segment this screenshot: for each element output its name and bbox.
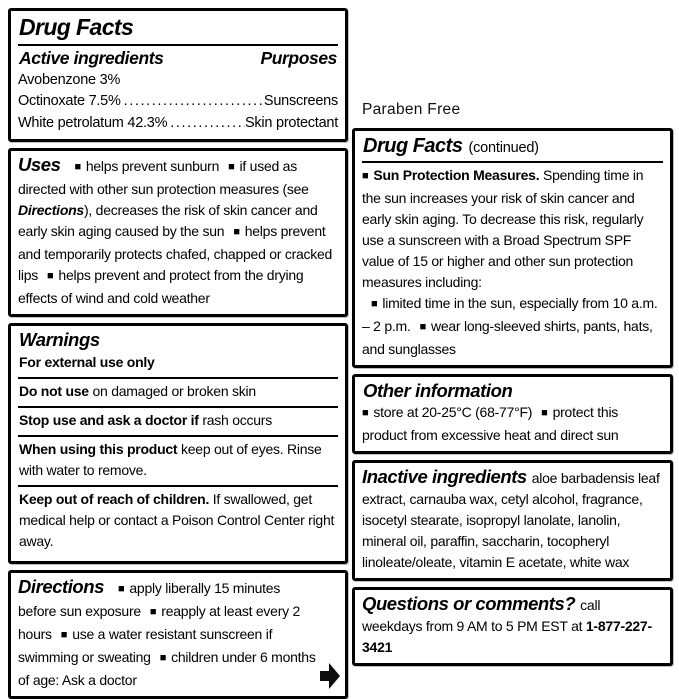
inactive-ingredients-paragraph xyxy=(362,466,663,573)
panel-directions xyxy=(8,570,348,699)
directions-paragraph xyxy=(18,576,319,691)
warning-text xyxy=(19,410,337,431)
sun-protection-paragraph xyxy=(362,165,663,360)
text-segment: if used as directed with other sun protection measures (see xyxy=(18,158,309,198)
ingredient-name: White petrolatum 42.3% xyxy=(18,114,168,131)
text-segment: helps prevent and protect from the drying effects of wind and cold weather xyxy=(18,267,304,307)
text-segment: Directions xyxy=(18,202,84,219)
continue-arrow-icon xyxy=(320,661,341,691)
panel-warnings xyxy=(8,323,348,563)
text-segment: on damaged or broken skin xyxy=(88,382,256,399)
text-segment: If swallowed, get medical help or contact a Poison Control Center right away. xyxy=(19,490,335,549)
text-segment: Spending time in the sun increases your risk of skin cancer and early skin aging. To decrease this risk, regularly use a sunscreen with a Broad Spectrum SPF value of 15 or higher and other sun protection measures including: xyxy=(362,167,644,290)
text-segment: keep out of eyes. Rinse with water to remove. xyxy=(19,440,322,478)
square-bullet-icon: ■ xyxy=(419,321,426,333)
ingredient-name: Avobenzone 3% xyxy=(18,71,121,88)
warning-text xyxy=(19,381,337,402)
square-bullet-icon: ■ xyxy=(60,628,68,641)
square-bullet-icon: ■ xyxy=(362,170,369,182)
ingredient-row xyxy=(18,113,338,135)
panel-drug-facts-continued xyxy=(352,128,673,368)
active-ingredients-header: Active ingredients xyxy=(19,47,164,68)
ingredients-header-row xyxy=(19,48,337,69)
text-segment: Uses xyxy=(18,154,61,176)
square-bullet-icon: ■ xyxy=(74,161,81,174)
other-information-paragraph xyxy=(362,402,663,446)
square-bullet-icon: ■ xyxy=(228,161,235,174)
text-segment: ), decreases the risk of skin cancer and early skin aging caused by the sun xyxy=(18,202,318,240)
warnings-heading: Warnings xyxy=(19,329,100,351)
other-information-heading: Other information xyxy=(363,380,513,401)
continued-heading xyxy=(363,135,663,158)
drug-facts-continued-title: Drug Facts xyxy=(363,135,463,157)
square-bullet-icon: ■ xyxy=(117,582,125,595)
dotted-leader xyxy=(167,113,245,135)
ingredient-row xyxy=(18,70,338,92)
panel-active-ingredients xyxy=(8,8,348,142)
warning-text xyxy=(19,489,337,552)
warning-row xyxy=(18,435,338,485)
text-segment: apply liberally 15 minutes before sun exposure xyxy=(18,579,281,619)
right-column xyxy=(352,8,673,672)
uses-paragraph xyxy=(18,154,338,309)
purposes-header: Purposes xyxy=(260,47,337,68)
text-segment: store at 20-25°C (68-77°F) xyxy=(373,404,533,421)
text-segment: helps prevent sunburn xyxy=(85,158,220,175)
paraben-free-label: Paraben Free xyxy=(362,101,461,118)
text-segment: For external use only xyxy=(19,353,155,370)
text-segment: When using this product xyxy=(19,440,178,457)
warning-row xyxy=(18,406,338,435)
panel-other-information xyxy=(352,374,673,454)
text-segment: use a water resistant sunscreen if swimming or sweating xyxy=(18,625,273,665)
text-segment: limited time in the sun, especially from 10 a.m. – 2 p.m. xyxy=(362,295,658,334)
text-segment: call weekdays from 9 AM to 5 PM EST at xyxy=(362,597,601,635)
title-divider xyxy=(18,44,338,46)
square-bullet-icon: ■ xyxy=(47,270,54,283)
continued-suffix: (continued) xyxy=(468,140,539,156)
square-bullet-icon: ■ xyxy=(233,226,240,239)
text-segment: Keep out of reach of children. xyxy=(19,490,210,507)
text-segment: aloe barbadensis leaf extract, carnauba wax, cetyl alcohol, fragrance, isocetyl stearate, isopropyl lanolate, lanolin, mineral oil, paraffin, saccharin, tocopheryl linoleate/oleate, vitamin E acetate, white wax xyxy=(362,470,660,571)
text-segment: Directions xyxy=(18,575,104,597)
text-segment: Sun Protection Measures. xyxy=(373,167,540,183)
active-ingredients-list xyxy=(18,70,338,135)
text-segment: 1-877-227-3421 xyxy=(362,618,652,656)
ingredient-purpose: Sunscreens xyxy=(263,93,338,110)
dotted-leader xyxy=(121,91,264,113)
warning-row xyxy=(18,377,338,406)
square-bullet-icon: ■ xyxy=(541,407,548,420)
square-bullet-icon: ■ xyxy=(159,651,167,664)
text-segment: reapply at least every 2 hours xyxy=(18,602,301,642)
square-bullet-icon: ■ xyxy=(371,298,378,310)
panel-uses xyxy=(8,148,348,317)
panel-inactive-ingredients xyxy=(352,460,673,581)
drug-facts-title: Drug Facts xyxy=(19,14,134,40)
square-bullet-icon: ■ xyxy=(362,407,369,420)
text-segment: rash occurs xyxy=(198,411,272,428)
warning-text xyxy=(19,352,337,373)
panel-questions xyxy=(352,587,673,666)
text-segment: Questions or comments? xyxy=(362,593,576,615)
text-segment: Inactive ingredients xyxy=(362,466,527,488)
warning-row xyxy=(18,485,338,556)
text-segment: helps prevent and temporarily protects chafed, chapped or cracked lips xyxy=(18,223,333,284)
text-segment: Stop use and ask a doctor if xyxy=(19,411,199,428)
text-segment: wear long-sleeved shirts, pants, hats, and sunglasses xyxy=(362,318,653,357)
text-segment: protect this product from excessive heat and direct sun xyxy=(362,404,619,444)
text-segment: children under 6 months of age: Ask a doctor xyxy=(18,648,316,688)
warning-text xyxy=(19,439,337,481)
text-segment: Do not use xyxy=(19,382,89,399)
questions-paragraph xyxy=(362,593,663,658)
square-bullet-icon: ■ xyxy=(149,605,157,618)
ingredient-purpose: Skin protectant xyxy=(245,114,338,131)
ingredient-name: Octinoxate 7.5% xyxy=(18,93,121,110)
ingredient-row xyxy=(18,91,338,113)
title-divider xyxy=(362,161,663,163)
left-column xyxy=(8,8,348,688)
warning-row xyxy=(18,352,338,377)
